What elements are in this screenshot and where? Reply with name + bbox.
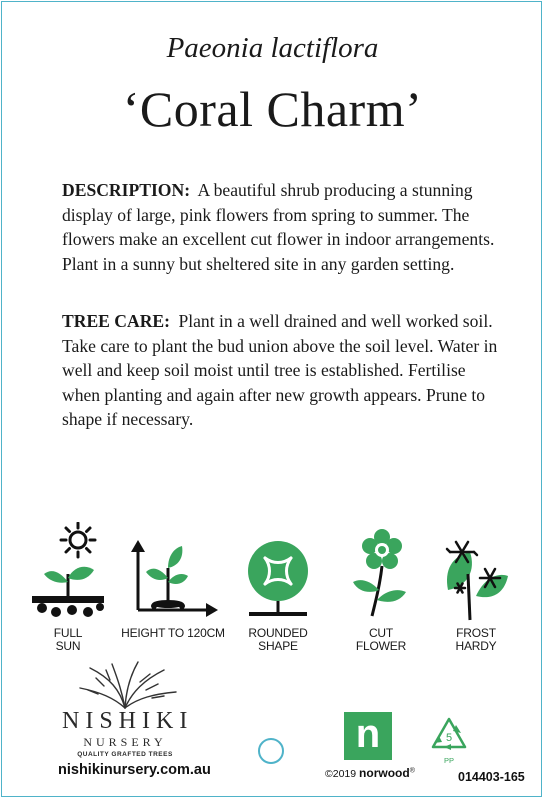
nishiki-subtitle: NURSERY QUALITY GRAFTED TREES [77, 735, 173, 758]
tree-care-section [62, 309, 502, 432]
svg-text:5: 5 [445, 732, 453, 744]
full-sun-label: FULL SUN [53, 626, 83, 653]
hang-hole-circle [258, 738, 284, 764]
species-name: Paeonia lactiflora [166, 32, 379, 64]
tree-care-text: Plant in a well drained and well worked soil. Take care to plant the bud union above the soil level. Water in well and keep soil moist until tree is established. Fertilise when planting and again after new growth appears. Prune to shape if necessary. [62, 311, 498, 429]
height-label: HEIGHT TO 120CM [121, 626, 225, 640]
height-icon [120, 538, 220, 618]
rounded-shape-icon [245, 537, 311, 619]
frost-hardy-label: FROST HARDY [455, 626, 497, 653]
full-sun-icon [30, 522, 106, 620]
nishiki-logo [60, 660, 190, 715]
copyright-text: ©2019 norwood® [325, 766, 415, 780]
cut-flower-label: CUT FLOWER [355, 626, 407, 653]
cultivar-name: ‘Coral Charm’ [122, 81, 423, 137]
nishiki-wordmark: NISHIKI [62, 708, 194, 734]
description-text: A beautiful shrub producing a stunning display of large, pink flowers from spring to summer. The flowers make an excellent cut flower in indoor arrangements. Plant in a sunny but sheltered site in any garden setting. [62, 180, 495, 274]
cut-flower-icon [350, 528, 412, 620]
recycle-code: PP [443, 756, 454, 765]
product-code: 014403-165 [458, 770, 525, 784]
description-heading: DESCRIPTION: [62, 180, 191, 200]
frost-hardy-icon [440, 534, 510, 624]
rounded-shape-label: ROUNDED SHAPE [248, 626, 308, 653]
website-url[interactable]: nishikinursery.com.au [58, 762, 211, 778]
norwood-logo: n [344, 712, 392, 760]
tree-care-heading: TREE CARE: [62, 311, 171, 331]
recycle-pp-icon [430, 716, 468, 765]
description-section [62, 178, 502, 276]
